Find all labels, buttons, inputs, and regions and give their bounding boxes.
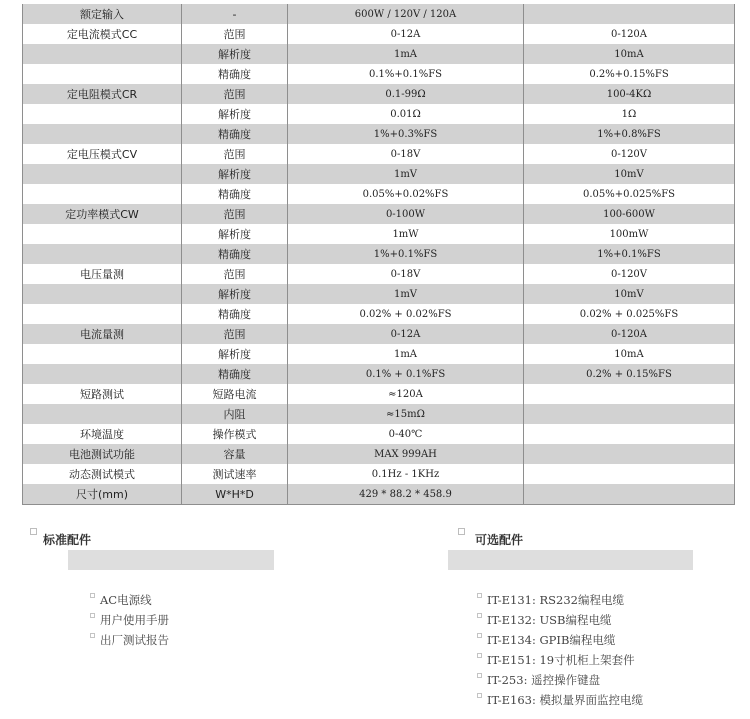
spec-value-alt-cell: 0-120V	[524, 264, 735, 284]
spec-value-cell: 429 * 88.2 * 458.9	[288, 484, 524, 505]
section-marker-icon	[30, 528, 37, 535]
spec-value-cell: 0-12A	[288, 324, 524, 344]
spec-row	[23, 484, 735, 505]
standard-accessories-title: 标准配件	[43, 533, 92, 547]
spec-parameter-cell	[23, 64, 182, 84]
spec-parameter-cell: 电池测试功能	[23, 444, 182, 464]
spec-value-alt-cell: 1%+0.1%FS	[524, 244, 735, 264]
spec-value-alt-cell: 0.05%+0.025%FS	[524, 184, 735, 204]
spec-parameter-cell	[23, 124, 182, 144]
spec-parameter-cell: 定电阻模式CR	[23, 84, 182, 104]
spec-subitem-cell: W*H*D	[182, 484, 288, 505]
spec-row	[23, 424, 735, 444]
spec-subitem-cell: 范围	[182, 264, 288, 284]
spec-value-alt-cell	[524, 464, 735, 484]
spec-subitem-cell: 精确度	[182, 364, 288, 384]
spec-row	[23, 404, 735, 424]
spec-value-alt-cell	[524, 4, 735, 24]
spec-row	[23, 284, 735, 304]
spec-parameter-cell	[23, 304, 182, 324]
spec-subitem-cell: 精确度	[182, 184, 288, 204]
spec-value-cell: 0-18V	[288, 144, 524, 164]
accessory-label: IT-253: 遥控操作键盘	[487, 673, 601, 687]
spec-row	[23, 384, 735, 404]
spec-value-cell: 0-40℃	[288, 424, 524, 444]
spec-row	[23, 144, 735, 164]
spec-parameter-cell: 环境温度	[23, 424, 182, 444]
spec-value-cell: ≈15mΩ	[288, 404, 524, 424]
bullet-icon	[477, 613, 482, 618]
spec-value-alt-cell	[524, 484, 735, 505]
spec-subitem-cell: -	[182, 4, 288, 24]
spec-row	[23, 164, 735, 184]
accessory-item	[90, 590, 169, 610]
spec-parameter-cell: 额定输入	[23, 4, 182, 24]
spec-row	[23, 24, 735, 44]
spec-value-alt-cell: 100mW	[524, 224, 735, 244]
accessory-label: IT-E163: 模拟量界面监控电缆	[487, 693, 643, 707]
spec-value-cell: 1mV	[288, 164, 524, 184]
spec-parameter-cell: 电流量测	[23, 324, 182, 344]
spec-row	[23, 324, 735, 344]
spec-parameter-cell	[23, 284, 182, 304]
spec-value-alt-cell: 0.2% + 0.15%FS	[524, 364, 735, 384]
spec-subitem-cell: 解析度	[182, 284, 288, 304]
accessory-label: IT-E151: 19寸机柜上架套件	[487, 653, 635, 667]
bullet-icon	[90, 593, 95, 598]
standard-accessories-list	[90, 590, 169, 650]
spec-value-cell: 0.02% + 0.02%FS	[288, 304, 524, 324]
spec-value-cell: MAX 999AH	[288, 444, 524, 464]
spec-value-cell: 1%+0.3%FS	[288, 124, 524, 144]
spec-value-alt-cell: 0-120A	[524, 324, 735, 344]
spec-parameter-cell: 定电压模式CV	[23, 144, 182, 164]
spec-subitem-cell: 解析度	[182, 44, 288, 64]
accessory-label: IT-E134: GPIB编程电缆	[487, 633, 616, 647]
accessory-label: IT-E131: RS232编程电缆	[487, 593, 624, 607]
spec-row	[23, 224, 735, 244]
spec-value-alt-cell	[524, 384, 735, 404]
accessory-item	[477, 670, 643, 690]
spec-subitem-cell: 解析度	[182, 164, 288, 184]
spec-value-cell: 1mW	[288, 224, 524, 244]
spec-value-alt-cell	[524, 424, 735, 444]
bullet-icon	[477, 633, 482, 638]
spec-subitem-cell: 解析度	[182, 104, 288, 124]
spec-parameter-cell	[23, 364, 182, 384]
spec-value-cell: 0-100W	[288, 204, 524, 224]
spec-parameter-cell	[23, 184, 182, 204]
spec-parameter-cell	[23, 164, 182, 184]
spec-parameter-cell	[23, 404, 182, 424]
accessory-item	[90, 630, 169, 650]
spec-row	[23, 204, 735, 224]
spec-row	[23, 264, 735, 284]
spec-value-alt-cell: 10mV	[524, 284, 735, 304]
optional-accessories-list	[477, 590, 643, 710]
spec-value-alt-cell: 1Ω	[524, 104, 735, 124]
spec-parameter-cell	[23, 344, 182, 364]
optional-accessories-bar	[448, 550, 693, 570]
accessory-label: 用户使用手册	[100, 613, 169, 627]
spec-value-alt-cell: 0.2%+0.15%FS	[524, 64, 735, 84]
spec-value-cell: 0-18V	[288, 264, 524, 284]
spec-value-alt-cell: 0-120V	[524, 144, 735, 164]
accessory-item	[477, 650, 643, 670]
bullet-icon	[477, 653, 482, 658]
spec-parameter-cell: 短路测试	[23, 384, 182, 404]
spec-table	[22, 4, 735, 505]
spec-subitem-cell: 范围	[182, 324, 288, 344]
spec-value-alt-cell: 0-120A	[524, 24, 735, 44]
spec-parameter-cell	[23, 224, 182, 244]
spec-value-cell: 0.1%+0.1%FS	[288, 64, 524, 84]
spec-subitem-cell: 内阻	[182, 404, 288, 424]
spec-value-cell: 0.1Hz - 1KHz	[288, 464, 524, 484]
spec-row	[23, 464, 735, 484]
spec-value-alt-cell: 10mA	[524, 344, 735, 364]
spec-value-alt-cell: 1%+0.8%FS	[524, 124, 735, 144]
accessory-item	[90, 610, 169, 630]
spec-parameter-cell: 动态测试模式	[23, 464, 182, 484]
accessory-label: 出厂测试报告	[100, 633, 169, 647]
spec-parameter-cell: 尺寸(mm)	[23, 484, 182, 505]
spec-subitem-cell: 范围	[182, 204, 288, 224]
spec-row	[23, 44, 735, 64]
bullet-icon	[90, 633, 95, 638]
spec-subitem-cell: 范围	[182, 24, 288, 44]
standard-accessories-bar	[68, 550, 274, 570]
spec-subitem-cell: 解析度	[182, 224, 288, 244]
accessory-item	[477, 590, 643, 610]
spec-table-body	[23, 4, 735, 505]
accessory-item	[477, 690, 643, 710]
spec-value-alt-cell: 100-4KΩ	[524, 84, 735, 104]
spec-value-cell: 0-12A	[288, 24, 524, 44]
spec-value-cell: 1mA	[288, 344, 524, 364]
spec-value-cell: 0.1% + 0.1%FS	[288, 364, 524, 384]
spec-subitem-cell: 精确度	[182, 64, 288, 84]
optional-accessories-title: 可选配件	[475, 533, 524, 547]
spec-row	[23, 344, 735, 364]
spec-subitem-cell: 容量	[182, 444, 288, 464]
spec-row	[23, 64, 735, 84]
spec-subitem-cell: 测试速率	[182, 464, 288, 484]
bullet-icon	[477, 593, 482, 598]
section-marker-icon	[458, 528, 465, 535]
spec-value-alt-cell	[524, 444, 735, 464]
spec-row	[23, 244, 735, 264]
spec-parameter-cell: 定电流模式CC	[23, 24, 182, 44]
spec-row	[23, 364, 735, 384]
spec-subitem-cell: 精确度	[182, 244, 288, 264]
spec-value-cell: 1mA	[288, 44, 524, 64]
spec-row	[23, 444, 735, 464]
spec-subitem-cell: 短路电流	[182, 384, 288, 404]
spec-parameter-cell	[23, 244, 182, 264]
spec-subitem-cell: 精确度	[182, 124, 288, 144]
spec-value-alt-cell	[524, 404, 735, 424]
spec-row	[23, 124, 735, 144]
spec-value-cell: 600W / 120V / 120A	[288, 4, 524, 24]
bullet-icon	[90, 613, 95, 618]
spec-subitem-cell: 范围	[182, 84, 288, 104]
spec-parameter-cell	[23, 104, 182, 124]
spec-value-cell: 1mV	[288, 284, 524, 304]
spec-value-cell: 0.1-99Ω	[288, 84, 524, 104]
spec-subitem-cell: 精确度	[182, 304, 288, 324]
spec-row	[23, 184, 735, 204]
spec-row	[23, 84, 735, 104]
accessory-label: AC电源线	[100, 593, 152, 607]
spec-value-cell: 0.01Ω	[288, 104, 524, 124]
spec-parameter-cell: 电压量测	[23, 264, 182, 284]
spec-value-alt-cell: 100-600W	[524, 204, 735, 224]
accessory-item	[477, 610, 643, 630]
spec-value-cell: 1%+0.1%FS	[288, 244, 524, 264]
accessory-label: IT-E132: USB编程电缆	[487, 613, 612, 627]
spec-parameter-cell: 定功率模式CW	[23, 204, 182, 224]
spec-row	[23, 104, 735, 124]
spec-subitem-cell: 解析度	[182, 344, 288, 364]
spec-value-cell: ≈120A	[288, 384, 524, 404]
spec-row	[23, 4, 735, 24]
bullet-icon	[477, 693, 482, 698]
spec-value-alt-cell: 10mA	[524, 44, 735, 64]
spec-value-cell: 0.05%+0.02%FS	[288, 184, 524, 204]
spec-value-alt-cell: 0.02% + 0.025%FS	[524, 304, 735, 324]
spec-row	[23, 304, 735, 324]
spec-parameter-cell	[23, 44, 182, 64]
accessory-item	[477, 630, 643, 650]
bullet-icon	[477, 673, 482, 678]
spec-subitem-cell: 范围	[182, 144, 288, 164]
spec-value-alt-cell: 10mV	[524, 164, 735, 184]
spec-subitem-cell: 操作模式	[182, 424, 288, 444]
